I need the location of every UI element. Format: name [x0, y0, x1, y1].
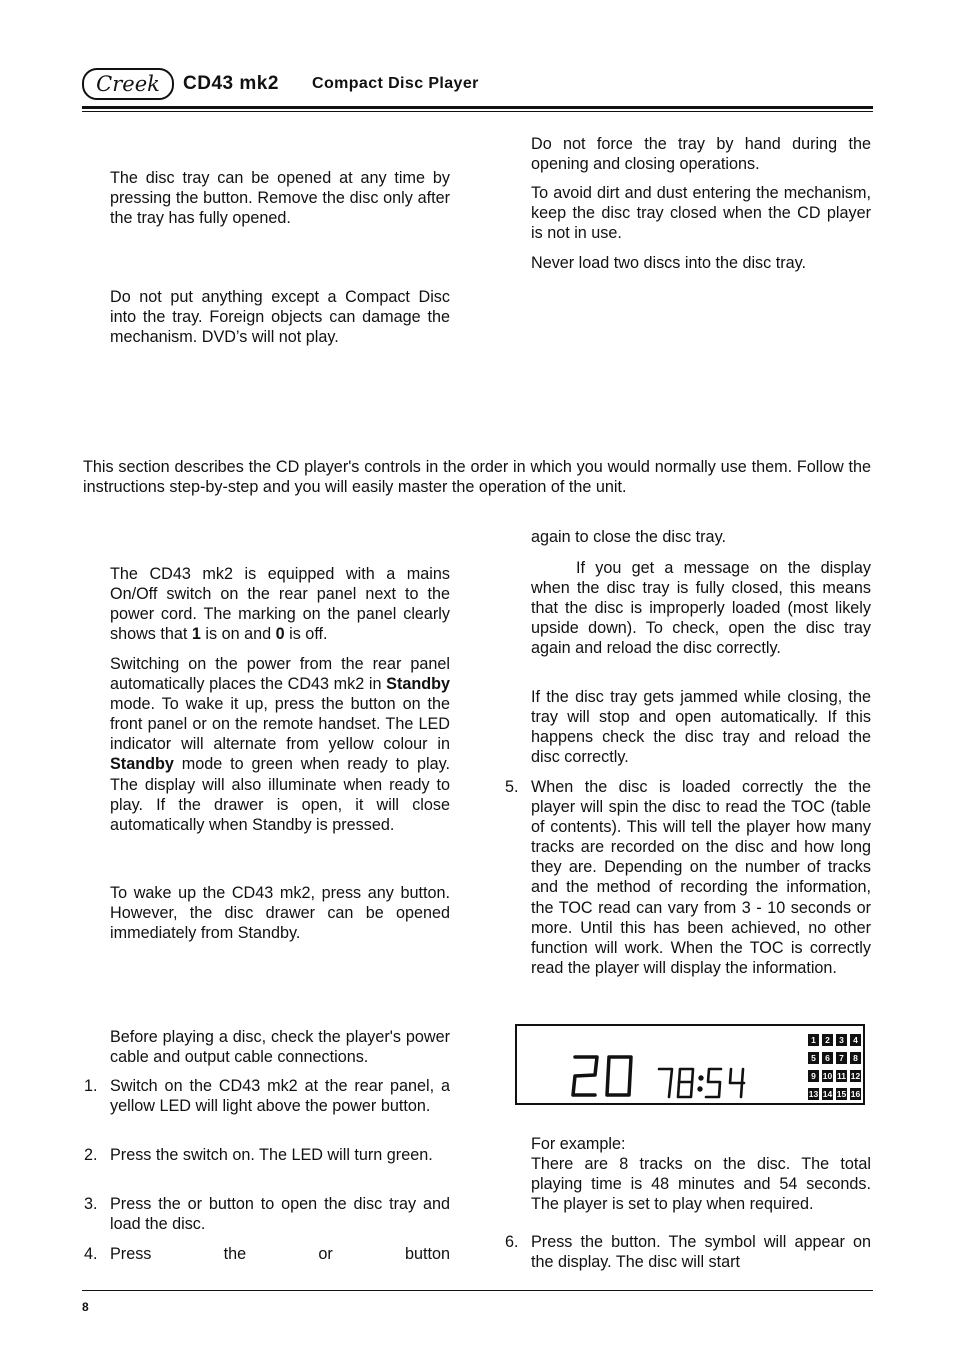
track-number-digits — [569, 1052, 639, 1100]
close-tray-text: again to close the disc tray. — [531, 528, 726, 546]
header-rule-thin — [82, 111, 873, 112]
step-number: 1. — [84, 1077, 98, 1095]
two-discs-paragraph: Never load two discs into the disc tray. — [531, 254, 807, 272]
track-cell: 15 — [836, 1089, 847, 1099]
track-cell: 7 — [836, 1052, 847, 1064]
track-cell: 3 — [836, 1034, 847, 1046]
footer-rule — [82, 1290, 873, 1291]
page-number: 8 — [82, 1300, 89, 1314]
step-text: Press the or button to open the disc tray and load the disc. — [110, 1195, 450, 1234]
step-number: 3. — [84, 1195, 98, 1213]
tray-open-paragraph: The disc tray can be opened at any time by pressing the button. Remove the disc only after the tray has fully opened. — [110, 169, 450, 228]
message-paragraph: If you get a message on the display when the disc tray is fully closed, this means that the disc is improperly loaded (most likely upside down). To check, open the disc tray again and reload the disc correctly. — [531, 559, 871, 658]
lcd-display — [515, 1024, 865, 1105]
track-cell: 2 — [822, 1034, 833, 1046]
step-number: 4. — [84, 1245, 98, 1263]
track-cell: 8 — [850, 1052, 861, 1064]
creek-logo — [82, 68, 174, 100]
step-number: 2. — [84, 1146, 98, 1164]
time-digits — [655, 1066, 755, 1100]
step-5-text: When the disc is loaded correctly the the player will spin the disc to read the TOC (table of contents). This will tell the player how many tracks are recorded on the disc and how long they are. Depending on the number of tracks and the method of recording the information, the TOC read can vary from 3 - 10 seconds or more. Until this has been achieved, no other function will work. When the TOC is correctly read the player will display the information. — [531, 778, 871, 977]
jam-paragraph: If the disc tray gets jammed while closing, the tray will stop and open automatically. If this happens check the disc tray and reload the disc correctly. — [531, 688, 871, 767]
step-text: Press the or button — [110, 1245, 450, 1263]
track-cell: 16 — [850, 1089, 861, 1099]
step-text: Switch on the CD43 mk2 at the rear panel, a yellow LED will light above the power button. — [110, 1077, 450, 1116]
track-cell: 13 — [808, 1089, 819, 1099]
example-text: There are 8 tracks on the disc. The total playing time is 48 minutes and 54 seconds. The player is set to play when required. — [531, 1155, 871, 1214]
example-label: For example: — [531, 1135, 626, 1153]
svg-text:Creek: Creek — [96, 72, 160, 96]
track-cell: 5 — [808, 1052, 819, 1064]
power-paragraph-3: To wake up the CD43 mk2, press any button. However, the disc drawer can be opened immediately from Standby. — [110, 884, 450, 943]
force-tray-paragraph: Do not force the tray by hand during the opening and closing operations. — [531, 135, 871, 174]
tray-caution-paragraph: Do not put anything except a Compact Disc into the tray. Foreign objects can damage the mechanism. DVD’s will not play. — [110, 288, 450, 347]
step-number: 6. — [505, 1233, 519, 1251]
track-cell: 10 — [822, 1071, 833, 1081]
section-intro: This section describes the CD player's controls in the order in which you would normally use them. Follow the instructions step-by-step and you will easily master the operation of the unit. — [83, 458, 871, 497]
play-intro-paragraph: Before playing a disc, check the player's power cable and output cable connections. — [110, 1028, 450, 1067]
track-cell: 6 — [822, 1052, 833, 1064]
track-cell: 1 — [808, 1034, 819, 1046]
step-text: Press the switch on. The LED will turn green. — [110, 1146, 433, 1164]
track-cell: 12 — [850, 1071, 861, 1081]
track-cell: 4 — [850, 1034, 861, 1046]
header-rule — [82, 106, 873, 109]
step-number: 5. — [505, 778, 519, 796]
product-subtitle: Compact Disc Player — [312, 75, 479, 92]
track-cell: 11 — [837, 1071, 846, 1081]
step-6-text: Press the button. The symbol will appear on the display. The disc will start — [531, 1233, 871, 1272]
power-paragraph-2: Switching on the power from the rear panel automatically places the CD43 mk2 in Standby mode. To wake it up, press the button on the front panel or on the remote handset. The LED indicator will alternate from yellow colour in Standby mode to green when ready to play. The display will also illuminate when ready to play. If the drawer is open, it will close automatically when Standby is pressed. — [110, 655, 450, 834]
power-paragraph-1: The CD43 mk2 is equipped with a mains On/Off switch on the rear panel next to the power cord. The marking on the panel clearly shows that 1 is on and 0 is off. — [110, 565, 450, 644]
model-title: CD43 mk2 — [183, 73, 279, 94]
track-cell: 14 — [822, 1089, 833, 1099]
dust-paragraph: To avoid dirt and dust entering the mechanism, keep the disc tray closed when the CD player is not in use. — [531, 184, 871, 243]
track-cell: 9 — [808, 1070, 819, 1082]
